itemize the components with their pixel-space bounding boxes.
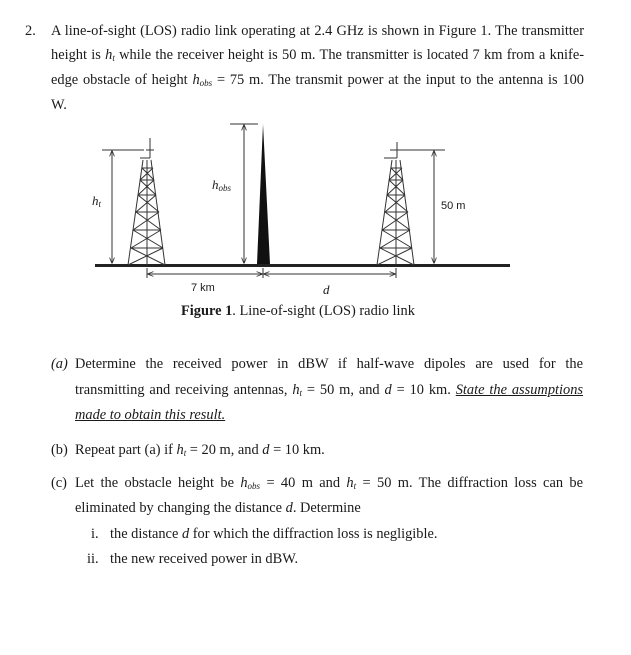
part-c-ii-label: ii. xyxy=(87,551,99,567)
label-ht: $h_t$ xyxy=(92,193,102,209)
knife-edge-obstacle xyxy=(257,124,270,264)
symbol-ht: $h_t$ xyxy=(105,47,115,63)
part-a-label: (a) xyxy=(51,356,68,372)
part-c-label: (c) xyxy=(51,475,67,491)
label-50m: 50 m xyxy=(441,200,466,212)
distance-dimensions xyxy=(147,268,396,278)
transmitter-tower-icon xyxy=(128,138,165,265)
part-a-line-1: Determine the received power in dBW if half-wave dipoles are used for the xyxy=(75,356,583,372)
hobs-dimension xyxy=(230,124,258,263)
part-c-i-label: i. xyxy=(91,526,99,542)
ht-dimension xyxy=(102,150,144,263)
part-a-line-2: transmitting and receiving antennas, $h_t = 50$ m, and d = 10 km. State the assumptions xyxy=(75,382,584,398)
label-d: d xyxy=(323,282,330,297)
label-7km: 7 km xyxy=(191,282,215,294)
question-line-1: A line-of-sight (LOS) radio link operating at 2.4 GHz is shown in Figure 1. The transmitter xyxy=(51,23,584,39)
figure-caption: Figure 1. Line-of-sight (LOS) radio link xyxy=(181,303,415,319)
question-number: 2. xyxy=(25,23,36,39)
symbol-hobs: $h_{obs}$ xyxy=(192,72,213,88)
part-c-line-2: eliminated by changing the distance d. Determine xyxy=(75,500,361,516)
part-c-i-text: the distance d for which the diffraction loss is negligible. xyxy=(110,526,438,542)
ground-line xyxy=(95,264,510,267)
question-line-2: height is $h_t$ while the receiver height is 50 m. The transmitter is located 7 km from a knife- xyxy=(51,47,584,63)
part-c-ii-text: the new received power in dBW. xyxy=(110,551,299,567)
part-b-text: Repeat part (a) if $h_t = 20$ m, and d = 10 km. xyxy=(75,442,325,458)
part-b-label: (b) xyxy=(51,442,68,458)
part-a-line-3: made to obtain this result. xyxy=(75,407,226,423)
question-line-4: W. xyxy=(51,97,67,113)
receiver-tower-icon xyxy=(377,142,414,265)
label-hobs: $h_{obs}$ xyxy=(212,177,232,193)
part-c-line-1: Let the obstacle height be $h_{obs} = 40$ m and $h_t = 50$ m. The diffraction loss can be xyxy=(75,475,583,491)
question-line-3: edge obstacle of height $h_{obs} = 75$ m. The transmit power at the input to the antenna is 100 xyxy=(51,72,584,88)
